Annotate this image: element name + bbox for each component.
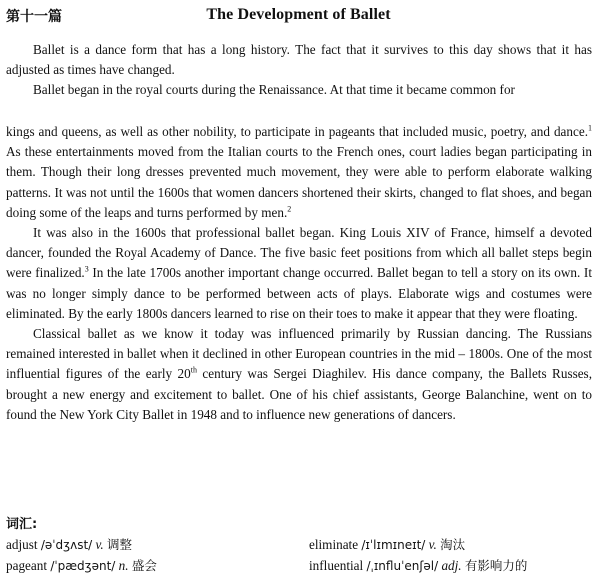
vocab-entry-pageant	[6, 556, 157, 574]
vocab-pronunciation: /ˈpædʒənt/	[50, 559, 116, 573]
ordinal-suffix: th	[190, 366, 197, 376]
lesson-number: 第十一篇	[6, 9, 62, 25]
footnote-ref-3: 3	[84, 265, 89, 275]
paragraph-4-text-b: In the late 1700s another important change occurred. Ballet began to tell a story on its own. It was no longer simply dance to be performed between acts of plays. Elaborate wigs and costumes were eliminated. By the early 1800s dancers learned to rise on their toes to make it appear that they were floating.	[6, 265, 592, 321]
vocab-pronunciation: /ˌɪnfluˈenʃəl/	[366, 559, 439, 573]
vocab-meaning: 调整	[106, 537, 132, 552]
vocab-word: influential	[309, 558, 364, 573]
vocab-entry-adjust	[6, 535, 132, 553]
vocab-pronunciation: /ɪˈlɪmɪneɪt/	[361, 538, 426, 552]
vocab-part-of-speech: adj.	[441, 558, 462, 573]
vocab-word: adjust	[6, 537, 38, 552]
main-text	[6, 122, 592, 425]
paragraph-4	[6, 223, 592, 324]
vocabulary-heading: 词汇:	[6, 517, 38, 532]
vocab-pronunciation: /əˈdʒʌst/	[40, 538, 93, 552]
vocab-entry-eliminate	[309, 535, 465, 553]
paragraph-3	[6, 122, 592, 223]
paragraph-3-text-b: As these entertainments moved from the Italian courts to the French ones, court ladies began participating in them. Though their long dresses prevented much movement, they were able to perform elaborate walking patterns. It was not until the 1600s that women dancers shortened their skirts, changed to flat shoes, and began doing some of the leaps and turns performed by men.	[6, 144, 592, 220]
intro-text	[6, 40, 592, 101]
vocab-entry-influential	[309, 556, 527, 574]
paragraph-1: Ballet is a dance form that has a long history. The fact that it survives to this day shows that it has adjusted as times have changed.	[6, 42, 592, 78]
paragraph-2: Ballet began in the royal courts during the Renaissance. At that time it became common for	[33, 82, 515, 98]
vocab-part-of-speech: v.	[428, 537, 437, 552]
vocab-meaning: 淘汰	[440, 537, 466, 552]
page-title: The Development of Ballet	[206, 6, 391, 23]
footnote-ref-2: 2	[287, 204, 292, 214]
paragraph-4-text-a: It was also in the 1600s that professional ballet began. King Louis XIV of France, himself a devoted dancer, founded the Royal Academy of Dance. The five basic feet positions from which all ballet steps begin were finalized.	[6, 225, 592, 281]
footnote-ref-1: 1	[588, 123, 592, 133]
paragraph-5-text-a: Classical ballet as we know it today was influenced primarily by Russian dancing. The Russians remained interested in ballet when it declined in other European countries in the mid – 1800s. One of the most influential figures of the early 20	[6, 326, 592, 382]
paragraph-3-text-a: kings and queens, as well as other nobility, to participate in pageants that included music, poetry, and dance.	[6, 124, 588, 139]
vocab-word: eliminate	[309, 537, 359, 552]
header	[6, 6, 591, 26]
vocab-part-of-speech: n.	[118, 558, 129, 573]
vocab-word: pageant	[6, 558, 48, 573]
paragraph-5	[6, 324, 592, 425]
vocab-meaning: 有影响力的	[464, 558, 528, 573]
vocab-part-of-speech: v.	[95, 537, 104, 552]
paragraph-5-text-b: century was Sergei Diaghilev. His dance company, the Ballets Russes, brought a new energy and excitement to ballet. One of his chief assistants, George Balanchine, went on to found the New York City Ballet in 1948 and to influence new generations of dancers.	[6, 366, 592, 422]
vocab-meaning: 盛会	[131, 558, 157, 573]
